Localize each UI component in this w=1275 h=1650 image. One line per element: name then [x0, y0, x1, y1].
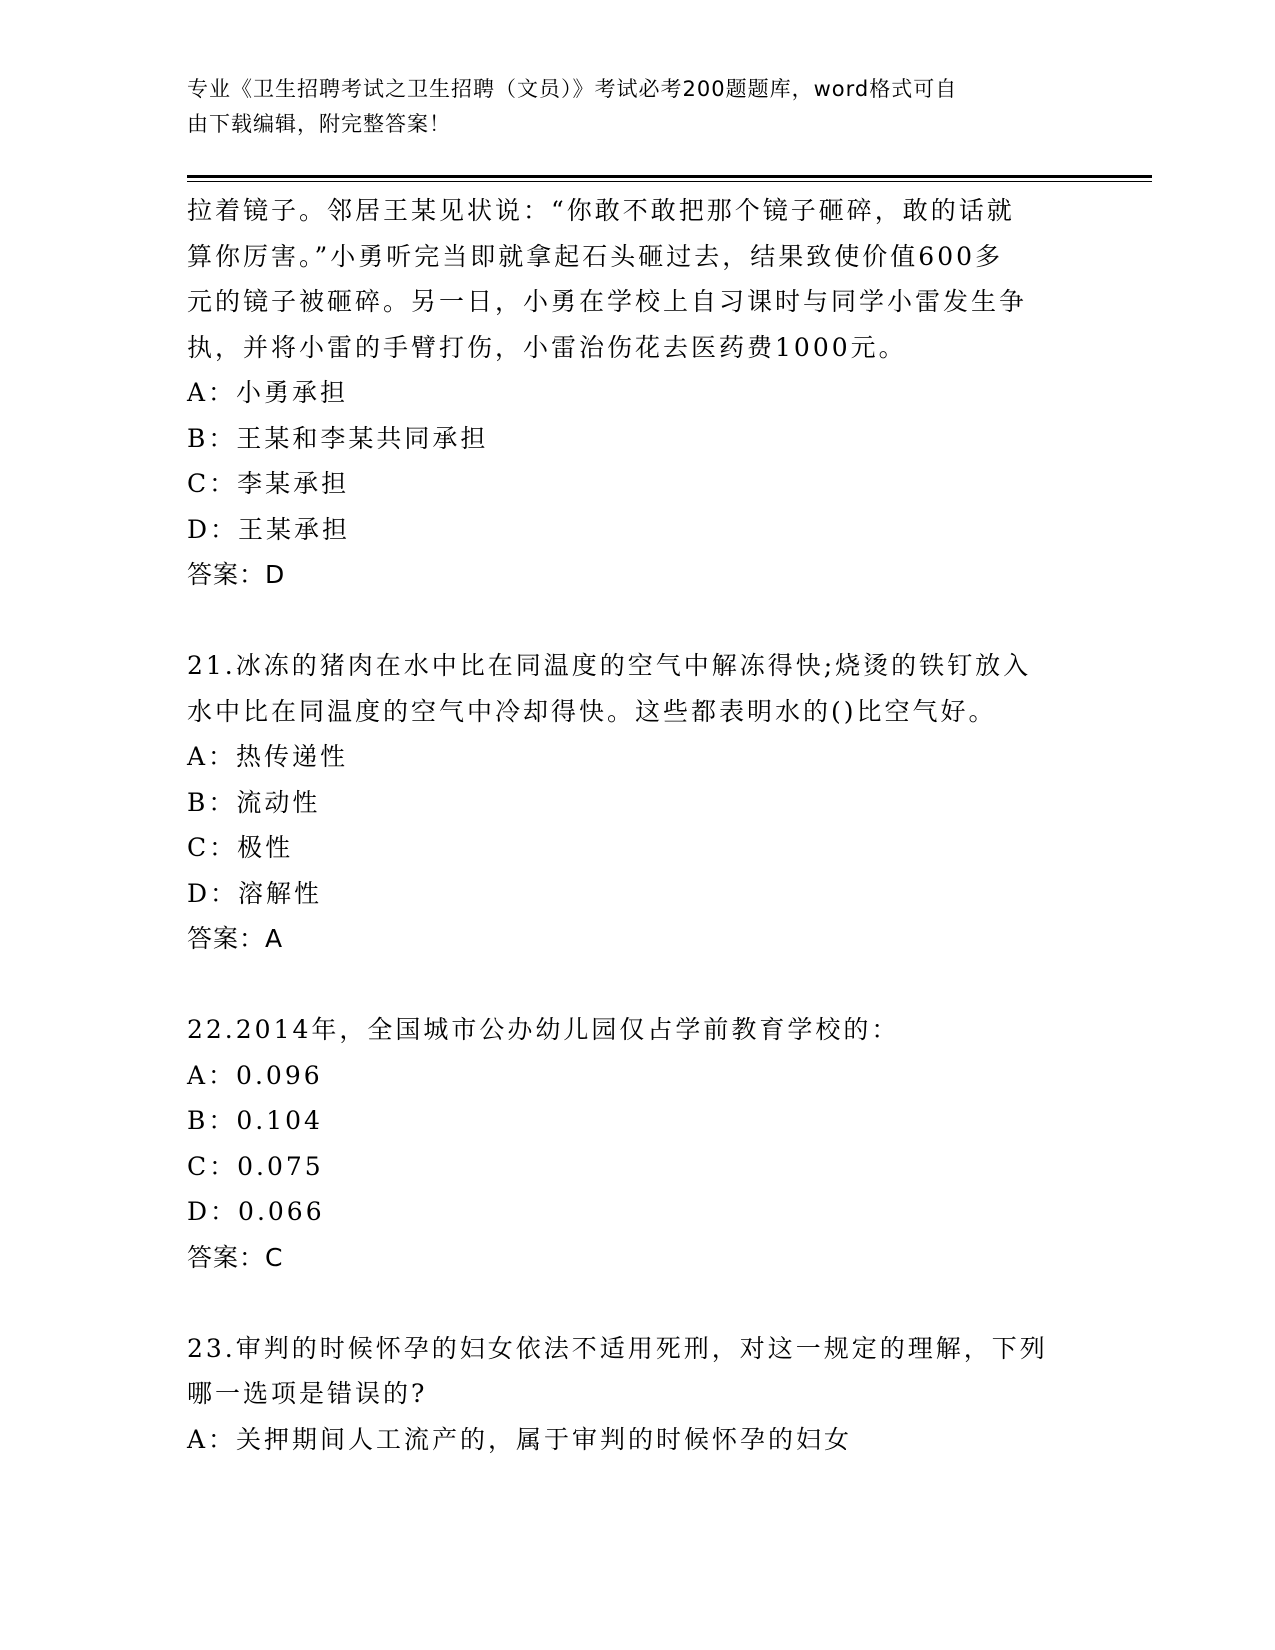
question-text-line: 执，并将小雷的手臂打伤，小雷治伤花去医药费1000元。: [187, 332, 907, 362]
question-text-line: 拉着镜子。邻居王某见状说：“你敢不敢把那个镜子砸碎，敢的话就: [187, 196, 1015, 225]
question-20: [187, 188, 1107, 598]
option-b: B：0.104: [187, 1106, 323, 1135]
header-divider-thick: [187, 175, 1152, 178]
option-d: D：溶解性: [187, 878, 323, 908]
answer-line: 答案：A: [187, 924, 284, 953]
question-21: [187, 643, 1107, 962]
header-line-1: 专业《卫生招聘考试之卫生招聘（文员）》考试必考200题题库，word格式可自: [187, 77, 958, 101]
option-c: C：极性: [187, 833, 294, 862]
question-text-line: 元的镜子被砸碎。另一日，小勇在学校上自习课时与同学小雷发生争: [187, 287, 1028, 316]
option-c: C：李某承担: [187, 469, 350, 498]
question-text-line: 哪一选项是错误的?: [187, 1379, 428, 1408]
header-line-2: 由下载编辑，附完整答案！: [187, 112, 451, 136]
question-22: [187, 1007, 1107, 1280]
answer-line: 答案：D: [187, 560, 286, 589]
question-list: [187, 188, 1107, 1462]
option-a: A：关押期间人工流产的，属于审判的时候怀孕的妇女: [187, 1424, 853, 1454]
option-a: A：0.096: [187, 1060, 323, 1090]
question-23: [187, 1326, 1107, 1463]
question-text-line: 23.审判的时候怀孕的妇女依法不适用死刑，对这一规定的理解，下列: [187, 1333, 1048, 1363]
option-c: C：0.075: [187, 1151, 324, 1181]
question-text-line: 22.2014年，全国城市公办幼儿园仅占学前教育学校的：: [187, 1015, 900, 1044]
question-text-line: 算你厉害。”小勇听完当即就拿起石头砸过去，结果致使价值600多: [187, 241, 1004, 271]
option-d: D：王某承担: [187, 514, 351, 544]
question-text-line: 21.冰冻的猪肉在水中比在同温度的空气中解冻得快;烧烫的铁钉放入: [187, 651, 1032, 680]
option-a: A：小勇承担: [187, 378, 349, 407]
question-text-line: 水中比在同温度的空气中冷却得快。这些都表明水的()比空气好。: [187, 696, 997, 726]
header-divider-thin: [187, 181, 1152, 182]
option-b: B：王某和李某共同承担: [187, 423, 489, 453]
answer-line: 答案：C: [187, 1242, 284, 1272]
document-header: [187, 72, 1067, 142]
option-a: A：热传递性: [187, 742, 349, 771]
option-d: D：0.066: [187, 1197, 325, 1226]
option-b: B：流动性: [187, 787, 321, 817]
